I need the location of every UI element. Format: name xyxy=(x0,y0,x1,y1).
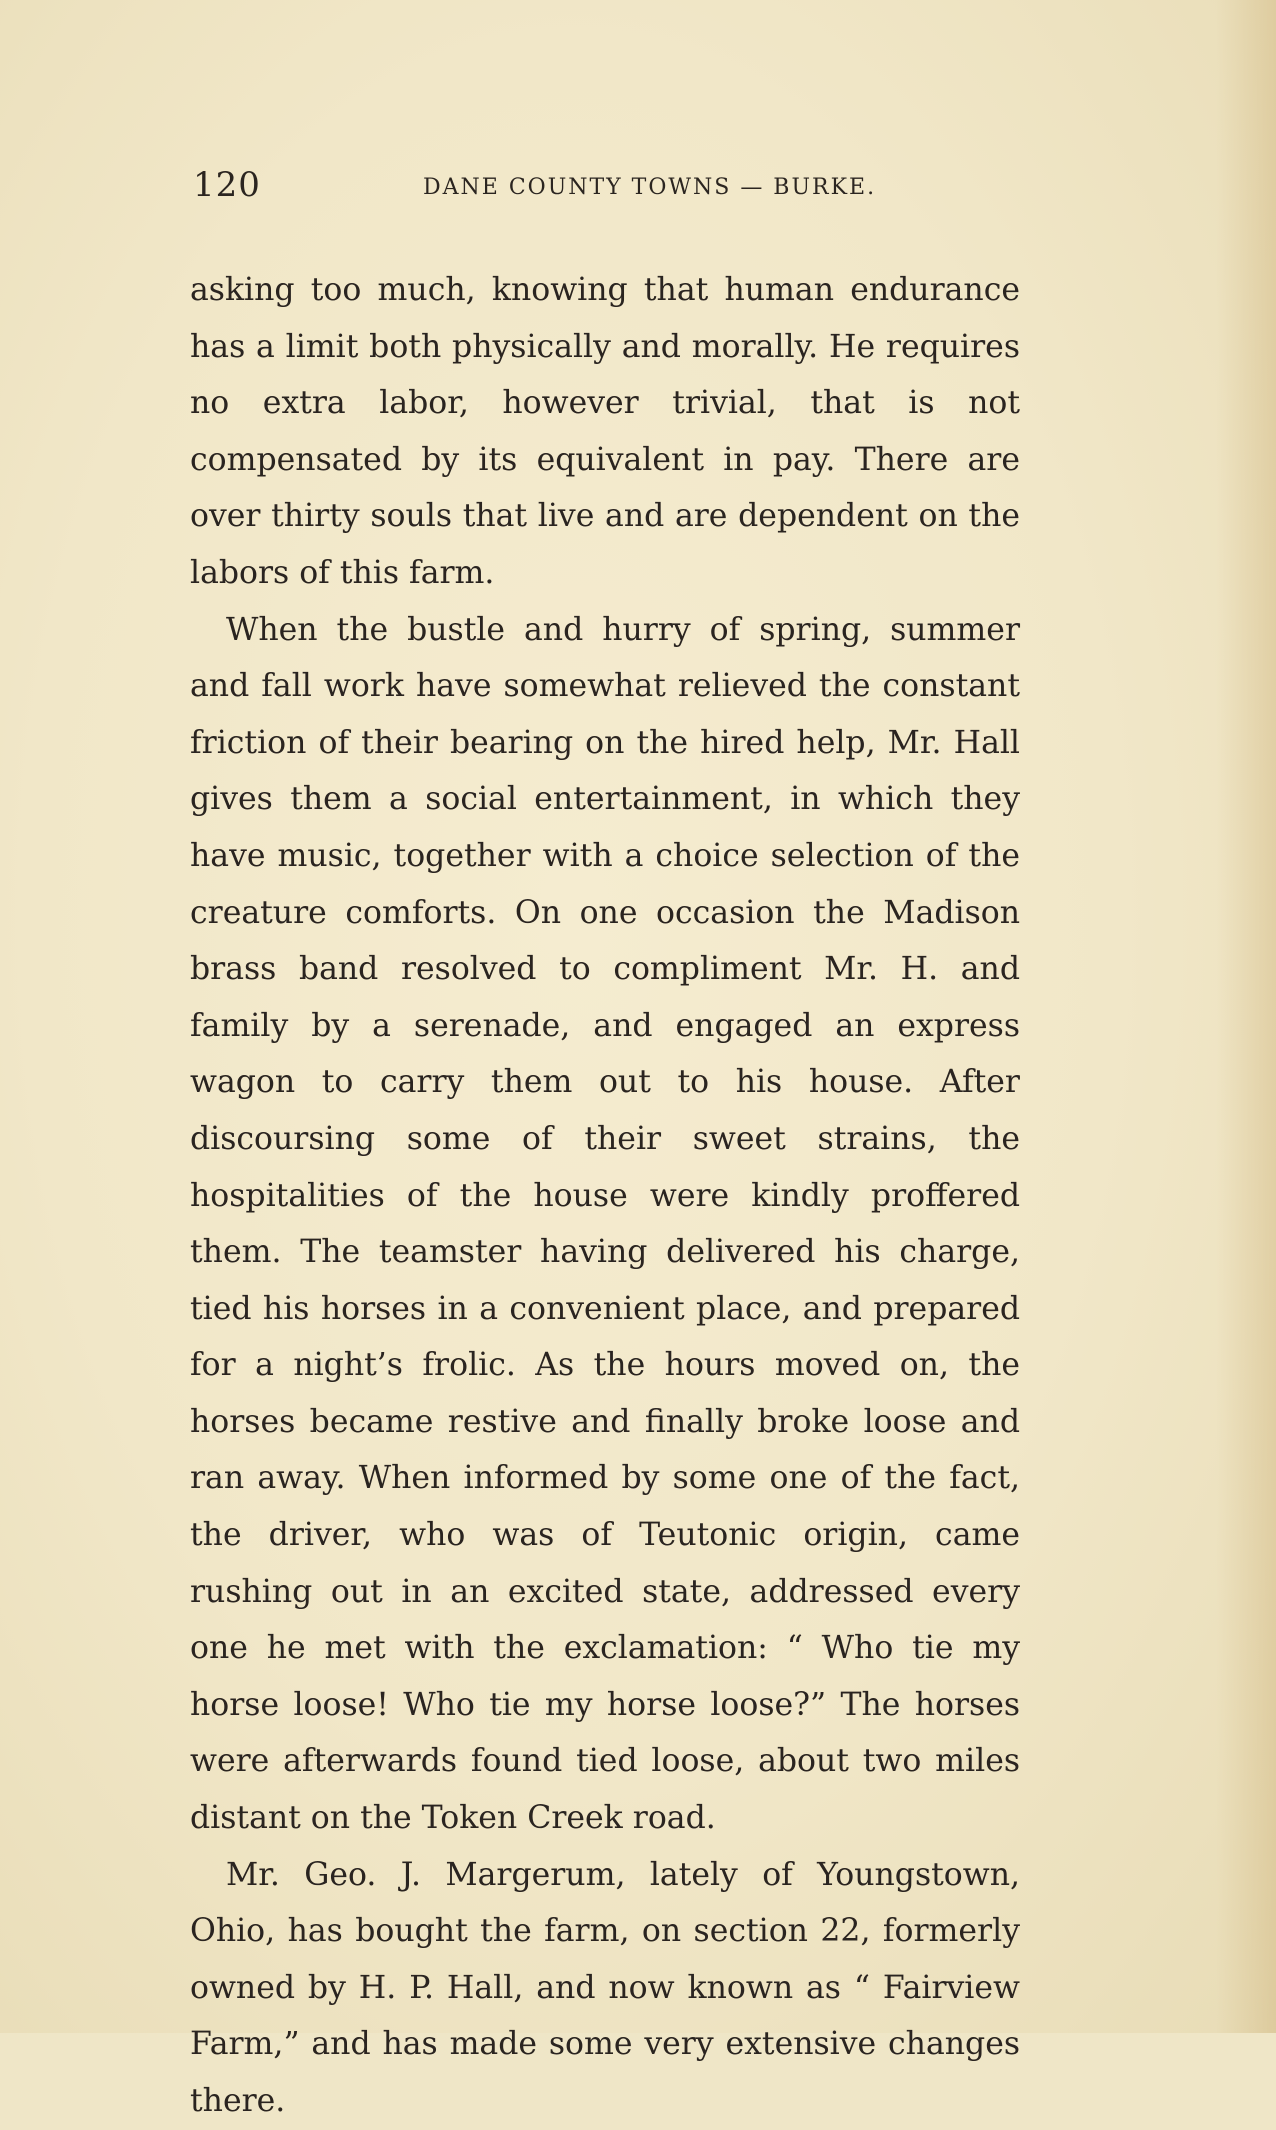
page-number: 120 xyxy=(193,165,261,205)
paragraph-2: When the bustle and hurry of spring, summer and fall work have somewhat relieved the constant friction of their bearing on the hired help, Mr. Hall gives them a social entertainment, in which they have music, together with a choice selection of the creature comforts. On one occasion the Madison brass band resolved to compliment Mr. H. and family by a serenade, and engaged an express wagon to carry them out to his house. After discoursing some of their sweet strains, the hospitalities of the house were kindly proffered them. The teamster having delivered his charge, tied his horses in a convenient place, and prepared for a night’s frolic. As the hours moved on, the horses became restive and finally broke loose and ran away. When informed by some one of the fact, the driver, who was of Teutonic origin, came rushing out in an excited state, addressed every one he met with the exclamation: “ Who tie my horse loose! Who tie my horse loose?” The horses were afterwards found tied loose, about two miles distant on the Token Creek road. xyxy=(190,611,1020,1837)
page-header xyxy=(193,165,1003,215)
running-head: DANE COUNTY TOWNS — BURKE. xyxy=(423,175,877,200)
paragraph-3: Mr. Geo. J. Margerum, lately of Youngstown, Ohio, has bought the farm, on section 22, formerly owned by H. P. Hall, and now known as “ Fairview Farm,” and has made some very extensive changes there. xyxy=(190,1856,1020,2119)
paragraph-1: asking too much, knowing that human endurance has a limit both physically and morally. He requires no extra labor, however trivial, that is not compensated by its equivalent in pay. There are over thirty souls that live and are dependent on the labors of this farm. xyxy=(190,272,1020,591)
body-text xyxy=(190,262,1020,2130)
